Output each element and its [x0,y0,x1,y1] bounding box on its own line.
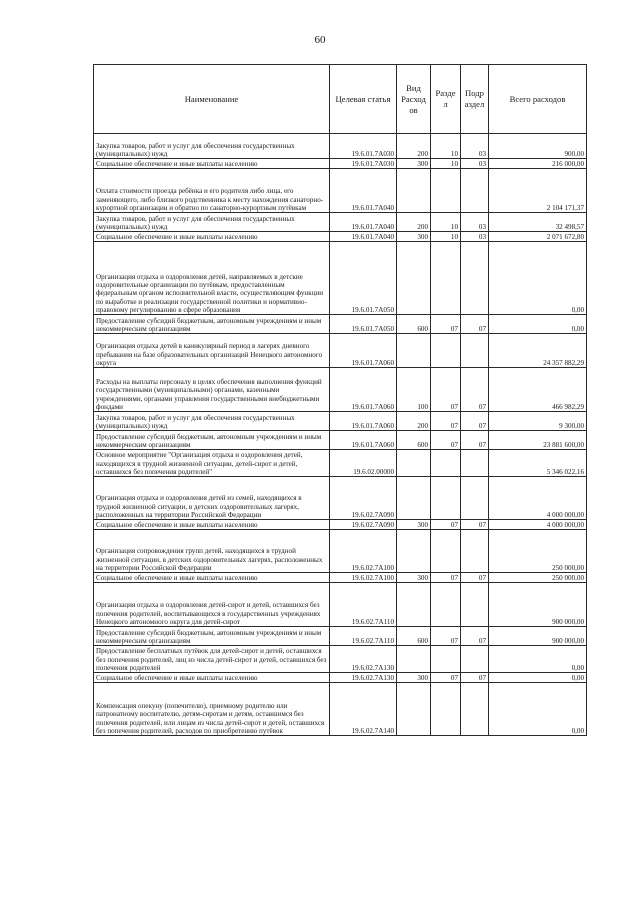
table-row [94,315,587,334]
row-subsection: 07 [461,627,489,646]
row-total: 5 346 022,16 [489,450,587,477]
row-section: 07 [431,315,461,334]
row-name: Организация отдыха и оздоровления детей из семей, находящихся в трудной жизненной ситуации, в детских оздоровительных лагерях, расположенных на территории Российской Федерации [94,477,330,520]
row-subsection: 07 [461,368,489,412]
row-target-article: 19.6.01.7А060 [330,368,397,412]
row-total: 0,00 [489,315,587,334]
row-name: Закупка товаров, работ и услуг для обеспечения государственных (муниципальных) нужд [94,134,330,159]
table-row [94,520,587,530]
table-row [94,412,587,431]
row-subsection: 07 [461,431,489,450]
table-row [94,673,587,683]
row-total: 900 000,00 [489,627,587,646]
row-total: 9 300,00 [489,412,587,431]
row-subsection: 07 [461,412,489,431]
row-section [431,169,461,213]
row-section [431,646,461,673]
row-total: 0,00 [489,242,587,315]
row-section: 10 [431,213,461,232]
row-target-article: 19.6.01.7А050 [330,242,397,315]
table-row [94,159,587,169]
row-expense-type: 300 [397,573,431,583]
row-subsection: 03 [461,134,489,159]
row-expense-type [397,477,431,520]
row-subsection: 03 [461,159,489,169]
row-name: Социальное обеспечение и иные выплаты населению [94,573,330,583]
header-target-article: Целевая статья [330,65,397,134]
row-total: 900,00 [489,134,587,159]
row-subsection: 07 [461,315,489,334]
budget-table [93,64,587,736]
row-target-article: 19.6.01.7А030 [330,159,397,169]
row-name: Предоставление субсидий бюджетным, автономным учреждениям и иным некоммерческим организациям [94,431,330,450]
row-expense-type: 300 [397,673,431,683]
table-row [94,169,587,213]
table-row [94,683,587,736]
row-expense-type: 200 [397,412,431,431]
row-expense-type: 300 [397,159,431,169]
row-target-article: 19.6.02.7А130 [330,673,397,683]
row-target-article: 19.6.02.00000 [330,450,397,477]
row-section: 10 [431,232,461,242]
table-row [94,134,587,159]
row-section: 07 [431,520,461,530]
row-total: 466 982,29 [489,368,587,412]
row-name: Закупка товаров, работ и услуг для обеспечения государственных (муниципальных) нужд [94,412,330,431]
table-row [94,368,587,412]
row-name: Расходы на выплаты персоналу в целях обеспечения выполнения функций государственными (муниципальными) органами, казенными учреждениями, органами управления государственными внебюджетными фондами [94,368,330,412]
table-row [94,450,587,477]
row-name: Социальное обеспечение и иные выплаты населению [94,232,330,242]
row-section [431,683,461,736]
row-expense-type: 600 [397,315,431,334]
row-expense-type [397,530,431,573]
row-subsection: 07 [461,573,489,583]
row-expense-type [397,242,431,315]
row-subsection [461,242,489,315]
row-subsection [461,334,489,368]
row-total: 250 000,00 [489,530,587,573]
row-section [431,242,461,315]
table-row [94,646,587,673]
table-row [94,573,587,583]
page-number: 60 [314,34,326,46]
row-subsection: 03 [461,232,489,242]
row-section [431,450,461,477]
row-target-article: 19.6.01.7А030 [330,134,397,159]
row-target-article: 19.6.02.7А090 [330,477,397,520]
row-total: 0,00 [489,683,587,736]
row-target-article: 19.6.02.7А130 [330,646,397,673]
table-row [94,242,587,315]
row-section: 07 [431,431,461,450]
table-body [94,134,587,736]
header-section: Разде л [431,65,461,134]
row-total: 0,00 [489,673,587,683]
row-total: 250 000,00 [489,573,587,583]
row-expense-type: 600 [397,431,431,450]
row-expense-type: 100 [397,368,431,412]
row-expense-type: 200 [397,213,431,232]
row-total: 216 000,00 [489,159,587,169]
row-subsection [461,683,489,736]
table-row [94,477,587,520]
table-row [94,530,587,573]
row-section: 10 [431,159,461,169]
table-row [94,334,587,368]
row-expense-type [397,334,431,368]
row-section: 07 [431,673,461,683]
header-total-expenses: Всего расходов [489,65,587,134]
row-name: Организация отдыха и оздоровления детей-сирот и детей, оставшихся без попечения родителей, воспитывающихся в государственных учреждениях Ненецкого автономного округа для детей-сирот [94,583,330,627]
row-subsection: 03 [461,213,489,232]
table-row [94,431,587,450]
row-target-article: 19.6.01.7А040 [330,232,397,242]
row-name: Предоставление субсидий бюджетным, автономным учреждениям и иным некоммерческим организациям [94,627,330,646]
row-section: 07 [431,412,461,431]
row-total: 32 498,57 [489,213,587,232]
row-name: Предоставление бесплатных путёвок для детей-сирот и детей, оставшихся без попечения родителей, лиц из числа детей-сирот и детей, оставшихся без попечения родителей [94,646,330,673]
row-expense-type: 600 [397,627,431,646]
row-name: Основное мероприятие "Организация отдыха и оздоровления детей, находящихся в трудной жизненной ситуации, детей-сирот и детей, оставшихся без попечения родителей" [94,450,330,477]
table-row [94,213,587,232]
table-row [94,232,587,242]
row-total: 4 000 000,00 [489,520,587,530]
table-row [94,583,587,627]
row-name: Социальное обеспечение и иные выплаты населению [94,159,330,169]
row-target-article: 19.6.02.7А110 [330,627,397,646]
row-name: Оплата стоимости проезда ребёнка и его родителя либо лица, его заменяющего, либо близкого родственника к месту нахождения санаторно-курортной организации и обратно по санаторно-курортным путёвкам [94,169,330,213]
row-expense-type [397,683,431,736]
header-subsection: Подр аздел [461,65,489,134]
row-target-article: 19.6.02.7А090 [330,520,397,530]
header-expense-type: Вид Расход ов [397,65,431,134]
row-section [431,334,461,368]
row-target-article: 19.6.01.7А040 [330,169,397,213]
row-section: 07 [431,573,461,583]
row-target-article: 19.6.02.7А100 [330,530,397,573]
row-subsection [461,530,489,573]
table-row [94,627,587,646]
row-target-article: 19.6.02.7А110 [330,583,397,627]
row-total: 2 104 171,37 [489,169,587,213]
row-target-article: 19.6.01.7А040 [330,213,397,232]
row-target-article: 19.6.01.7А060 [330,431,397,450]
row-target-article: 19.6.01.7А060 [330,412,397,431]
row-expense-type [397,583,431,627]
row-name: Предоставление субсидий бюджетным, автономным учреждениям и иным некоммерческим организациям [94,315,330,334]
row-subsection [461,477,489,520]
row-subsection [461,583,489,627]
row-subsection [461,450,489,477]
row-expense-type [397,646,431,673]
row-name: Организация отдыха и оздоровления детей, направляемых в детские оздоровительные организации по путёвкам, предоставленным федеральным органом исполнительной власти, осуществляющим функции по выработке и реализации государственной политики и нормативно-правовому регулированию в сфере образования [94,242,330,315]
row-target-article: 19.6.01.7А060 [330,334,397,368]
row-section [431,583,461,627]
table-header [94,65,587,134]
row-section [431,530,461,573]
row-name: Компенсация опекуну (попечителю), приемному родителю или патронатному воспитателю, детям-сиротам и детям, оставшимся без попечения родителей, или лицам из числа детей-сирот и детей, оставшихся без попечения родителей, расходов по приобретению путёвок [94,683,330,736]
row-total: 900 000,00 [489,583,587,627]
row-name: Закупка товаров, работ и услуг для обеспечения государственных (муниципальных) нужд [94,213,330,232]
row-expense-type [397,450,431,477]
row-expense-type: 300 [397,232,431,242]
row-section: 07 [431,368,461,412]
row-total: 24 357 882,29 [489,334,587,368]
row-total: 0,00 [489,646,587,673]
row-section: 10 [431,134,461,159]
row-expense-type: 200 [397,134,431,159]
row-total: 4 000 000,00 [489,477,587,520]
row-section [431,477,461,520]
row-name: Социальное обеспечение и иные выплаты населению [94,520,330,530]
header-name: Наименование [94,65,330,134]
row-name: Социальное обеспечение и иные выплаты населению [94,673,330,683]
row-target-article: 19.6.02.7А100 [330,573,397,583]
row-subsection [461,646,489,673]
row-section: 07 [431,627,461,646]
row-subsection [461,169,489,213]
row-expense-type: 300 [397,520,431,530]
row-name: Организация сопровождения групп детей, находящихся в трудной жизненной ситуации, в детских оздоровительных лагерях, расположенных на территории Российской Федерации [94,530,330,573]
row-target-article: 19.6.02.7А140 [330,683,397,736]
row-subsection: 07 [461,520,489,530]
row-subsection: 07 [461,673,489,683]
row-total: 23 881 600,00 [489,431,587,450]
row-target-article: 19.6.01.7А050 [330,315,397,334]
row-name: Организация отдыха детей в каникулярный период в лагерях дневного пребывания на базе образовательных организаций Ненецкого автономного округа [94,334,330,368]
row-total: 2 071 672,80 [489,232,587,242]
row-expense-type [397,169,431,213]
